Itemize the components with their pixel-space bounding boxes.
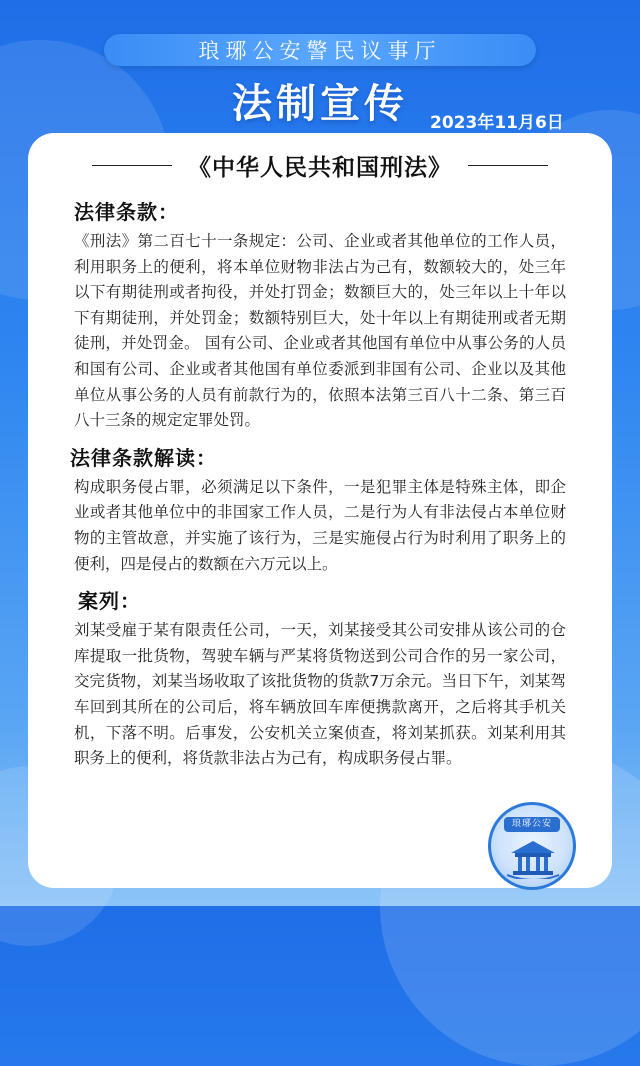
section-heading-case: 案列：	[78, 589, 141, 614]
section-text-legal-clause: 《刑法》第二百七十一条规定：公司、企业或者其他单位的工作人员，利用职务上的便利，将本单位财物非法占为己有，数额较大的，处三年以下有期徒刑或者拘役，并处打罚金；数额巨大的，处三年以上十年以下有期徒刑，并处罚金；数额特别巨大，处十年以上有期徒刑或者无期徒刑，并处罚金。 国有公司、企业或者其他国有单位中从事公务的人员和国有公司、企业或者其他国有单位委派到非国有公司、企业以及其他单位从事公务的人员有前款行为的，依照本法第三百八十二条、第三百八十三条的规定定罪处罚。	[74, 232, 566, 430]
content-card	[28, 133, 612, 888]
header-banner: 琅琊公安警民议事厅	[104, 34, 536, 66]
title-divider-left	[92, 165, 172, 166]
publish-date: 2023年11月6日	[430, 113, 564, 133]
police-station-emblem-icon	[505, 835, 561, 879]
section-heading-legal-clause: 法律条款：	[74, 200, 179, 224]
law-title-row	[74, 149, 566, 182]
law-title: 《中华人民共和国刑法》	[188, 155, 452, 181]
badge-label: 琅琊公安	[504, 817, 560, 832]
section-text-case: 刘某受雇于某有限责任公司，一天，刘某接受其公司安排从该公司的仓库提取一批货物，驾驶车辆与严某将货物送到公司合作的另一家公司，交完货物，刘某当场收取了该批货物的货款7万余元。当日下午，刘某驾车回到其所在的公司后，将车辆放回车库便携款离开，之后将其手机关机，下落不明。后事发，公安机关立案侦查，将刘某抓获。刘某利用其职务上的便利，将货款非法占为己有，构成职务侵占罪。	[74, 621, 566, 768]
police-badge	[488, 802, 576, 890]
page-title: 法制宣传	[232, 81, 408, 127]
section-heading-interpretation: 法律条款解读：	[70, 445, 217, 470]
title-divider-right	[468, 165, 548, 166]
section-text-interpretation: 构成职务侵占罪，必须满足以下条件，一是犯罪主体是特殊主体，即企业或者其他单位中的非国家工作人员，二是行为人有非法侵占本单位财物的主管故意，并实施了该行为，三是实施侵占行为时利用了职务上的便利，四是侵占的数额在六万元以上。	[74, 477, 566, 573]
